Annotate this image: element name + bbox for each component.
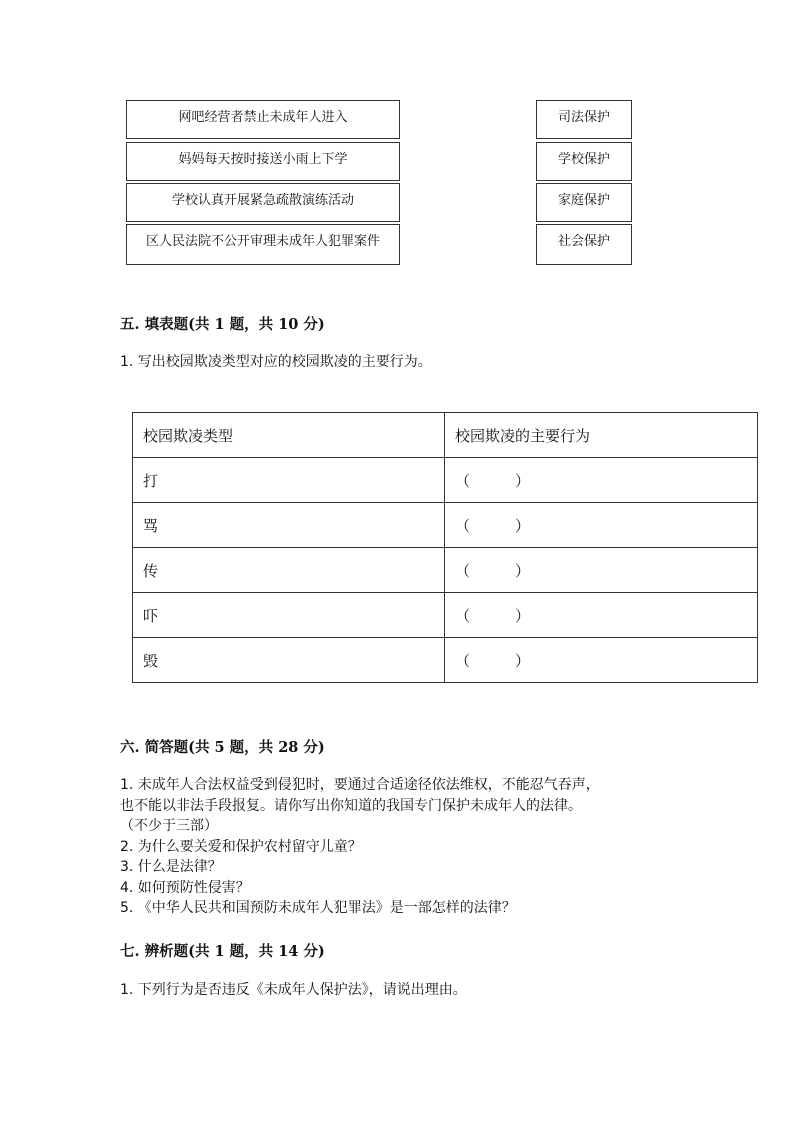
section5-question: 1. 写出校园欺凌类型对应的校园欺凌的主要行为。 <box>120 354 432 370</box>
table-cell: 传 <box>133 548 445 593</box>
question-line: 3. 什么是法律？ <box>120 859 222 875</box>
table-header-cell: 校园欺凌的主要行为 <box>445 413 758 458</box>
matching-left-item: 区人民法院不公开审理未成年人犯罪案件 <box>126 224 400 265</box>
table-row <box>133 503 758 548</box>
table-row <box>133 593 758 638</box>
answer-blank[interactable]: （ ） <box>445 638 758 683</box>
answer-blank[interactable]: （ ） <box>445 458 758 503</box>
answer-blank[interactable]: （ ） <box>445 593 758 638</box>
table-header-cell: 校园欺凌类型 <box>133 413 445 458</box>
table-cell: 毁 <box>133 638 445 683</box>
matching-right-item: 司法保护 <box>536 100 632 139</box>
matching-left-item: 网吧经营者禁止未成年人进入 <box>126 100 400 139</box>
section5-heading: 五. 填表题(共 1 题，共 10 分) <box>120 316 325 333</box>
bullying-table <box>132 412 758 683</box>
answer-blank[interactable]: （ ） <box>445 503 758 548</box>
question-line: 4. 如何预防性侵害？ <box>120 879 250 896</box>
question-line: 5. 《中华人民共和国预防未成年人犯罪法》是一部怎样的法律？ <box>120 900 516 916</box>
question-line: 1. 未成年人合法权益受到侵犯时，要通过合适途径依法维权，不能忍气吞声， <box>120 777 600 793</box>
table-row <box>133 548 758 593</box>
table-cell: 打 <box>133 458 445 503</box>
matching-right-item: 家庭保护 <box>536 183 632 222</box>
matching-right-item: 学校保护 <box>536 142 632 181</box>
question-line: （不少于三部） <box>120 818 218 834</box>
table-row <box>133 458 758 503</box>
matching-left-item: 学校认真开展紧急疏散演练活动 <box>126 183 400 222</box>
matching-left-item: 妈妈每天按时接送小雨上下学 <box>126 142 400 181</box>
table-cell: 骂 <box>133 503 445 548</box>
section6-heading: 六. 简答题(共 5 题，共 28 分) <box>120 739 325 756</box>
table-header-row <box>133 413 758 458</box>
section6-questions <box>120 775 600 919</box>
question-line: 2. 为什么要关爱和保护农村留守儿童？ <box>120 838 362 855</box>
answer-blank[interactable]: （ ） <box>445 548 758 593</box>
matching-right-item: 社会保护 <box>536 224 632 265</box>
section7-question: 1. 下列行为是否违反《未成年人保护法》，请说出理由。 <box>120 982 467 998</box>
section7-heading: 七. 辨析题(共 1 题，共 14 分) <box>120 943 325 960</box>
table-row <box>133 638 758 683</box>
question-line: 也不能以非法手段报复。请你写出你知道的我国专门保护未成年人的法律。 <box>120 797 582 814</box>
table-cell: 吓 <box>133 593 445 638</box>
